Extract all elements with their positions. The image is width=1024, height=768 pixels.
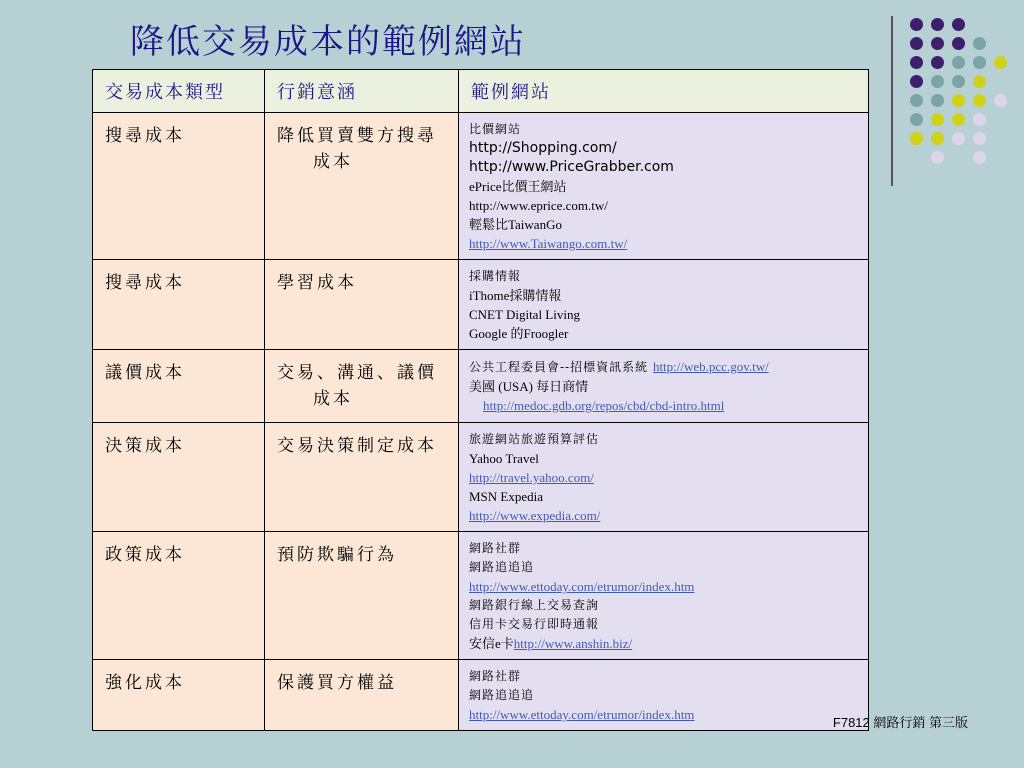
cost-type-cell: 搜尋成本 [93,260,265,350]
site-label: iThome採購情報 [469,288,562,303]
dot [952,37,965,50]
dot [952,132,965,145]
cost-type-cell: 政策成本 [93,532,265,660]
site-link[interactable]: http://www.ettoday.com/etrumor/index.htm [469,707,695,722]
header-marketing-meaning: 行銷意涵 [265,70,459,113]
dot [952,75,965,88]
site-url: http://www.eprice.com.tw/ [469,198,608,213]
site-label: 輕鬆比TaiwanGo [469,217,562,232]
table-row [93,350,869,423]
dot [973,113,986,126]
dot [910,56,923,69]
meaning-cell [265,113,459,260]
dot [973,132,986,145]
cost-type-cell: 決策成本 [93,423,265,532]
dot [910,18,923,31]
dot [973,37,986,50]
example-sites-cell [459,660,869,731]
site-label: Yahoo Travel [469,451,539,466]
transaction-cost-table [92,69,869,731]
dot [931,75,944,88]
site-label: 美國 (USA) 每日商情 [469,379,589,394]
dot [910,113,923,126]
table-row [93,113,869,260]
dot [973,94,986,107]
dot [952,113,965,126]
meaning-line: 成本 [313,152,353,172]
dot [931,151,944,164]
meaning-cell [265,350,459,423]
dot [973,75,986,88]
site-label: 採購情報 [469,269,522,283]
site-url: http://Shopping.com/ [469,140,617,156]
meaning-cell [265,260,459,350]
dot [931,113,944,126]
dot [952,56,965,69]
site-url: http://www.PriceGrabber.com [469,159,674,175]
site-label: 網路社群 [469,669,522,683]
table-row [93,532,869,660]
page-title: 降低交易成本的範例網站 [130,22,526,62]
meaning-line: 降低買賣雙方搜尋 [277,126,437,146]
dot [910,37,923,50]
dot [973,56,986,69]
site-link[interactable]: http://travel.yahoo.com/ [469,470,594,485]
header-cost-type: 交易成本類型 [93,70,265,113]
dot [931,94,944,107]
vertical-divider [891,16,893,186]
site-label: 公共工程委員會--招標資訊系統 [469,360,653,374]
site-label: 網路銀行線上交易查詢 [469,598,600,612]
table-header-row [93,70,869,113]
site-link[interactable]: http://www.expedia.com/ [469,508,601,523]
cost-type-cell: 議價成本 [93,350,265,423]
example-sites-cell [459,532,869,660]
example-sites-cell [459,260,869,350]
meaning-line: 學習成本 [277,273,357,293]
dot [952,94,965,107]
footer-caption: F7812 網路行銷 第三版 [832,715,968,730]
site-label: Google 的Froogler [469,326,569,341]
meaning-cell [265,423,459,532]
example-sites-cell [459,113,869,260]
site-link[interactable]: http://medoc.gdb.org/repos/cbd/cbd-intro.html [483,398,725,413]
site-label: 旅遊網站旅遊預算評估 [469,432,600,446]
dot [952,18,965,31]
meaning-line: 保護買方權益 [277,673,397,693]
site-label: MSN Expedia [469,489,544,504]
site-label: 網路追追追 [469,688,535,702]
dot [931,37,944,50]
example-sites-cell [459,350,869,423]
meaning-cell [265,660,459,731]
dot [910,132,923,145]
example-sites-cell [459,423,869,532]
dot [994,56,1007,69]
table-row [93,260,869,350]
decorative-dot-grid [906,14,1018,164]
site-label: 網路追追追 [469,560,535,574]
table-row [93,660,869,731]
meaning-line: 預防欺騙行為 [277,545,397,565]
site-label: CNET Digital Living [469,307,580,322]
cost-type-cell: 強化成本 [93,660,265,731]
site-label: ePrice比價王網站 [469,179,567,194]
dot [931,132,944,145]
site-link[interactable]: http://www.anshin.biz/ [513,636,633,651]
cost-type-cell: 搜尋成本 [93,113,265,260]
meaning-line: 成本 [313,389,353,409]
site-link[interactable]: http://www.ettoday.com/etrumor/index.htm [469,579,695,594]
dot [931,18,944,31]
header-example-sites: 範例網站 [459,70,869,113]
site-link[interactable]: http://web.pcc.gov.tw/ [652,359,769,374]
dot [994,94,1007,107]
dot [910,75,923,88]
meaning-line: 交易決策制定成本 [277,436,437,456]
dot [910,94,923,107]
dot [931,56,944,69]
meaning-cell [265,532,459,660]
dot [973,151,986,164]
site-label: 信用卡交易行即時通報 [469,617,600,631]
site-link[interactable]: http://www.Taiwango.com.tw/ [469,236,628,251]
site-label: 網路社群 [469,541,522,555]
site-label: 比價網站 [469,122,522,136]
site-label: 安信e卡 [469,636,514,651]
table-row [93,423,869,532]
meaning-line: 交易、溝通、議價 [277,363,437,383]
